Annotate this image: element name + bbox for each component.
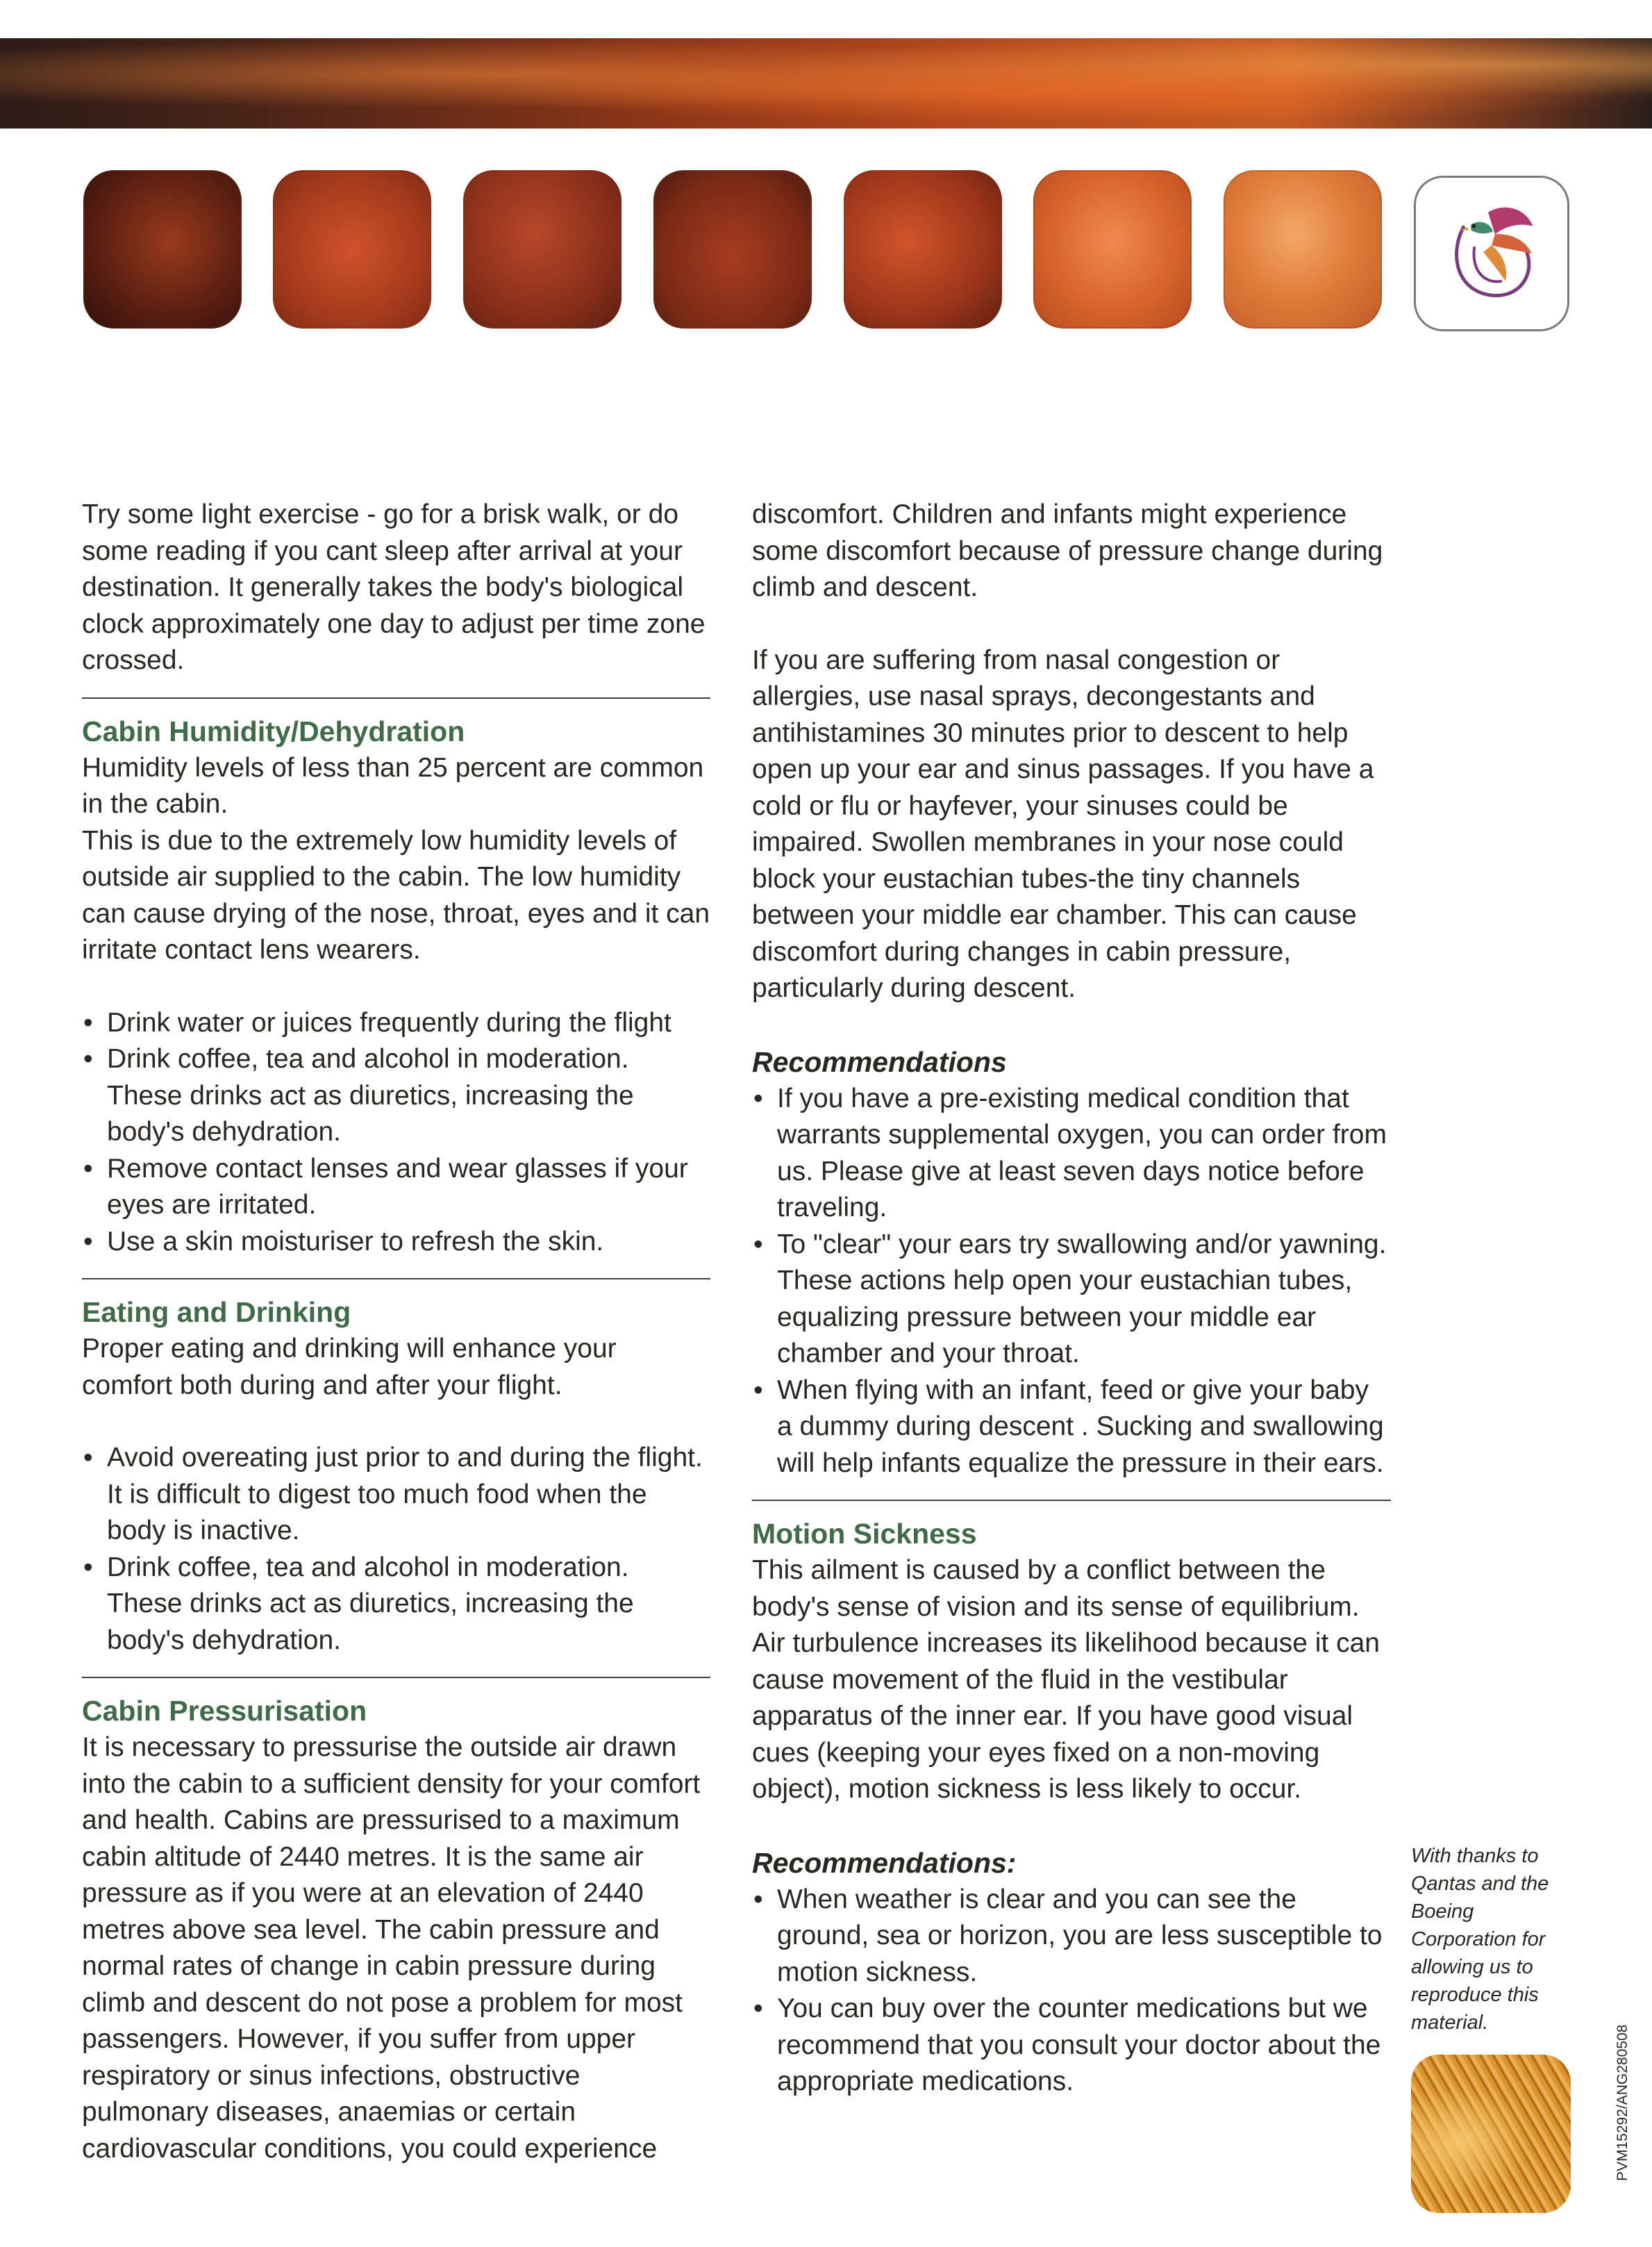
- list-item: • You can buy over the counter medications but we recommend that you consult your doctor about the appropriate medications.: [752, 1991, 1391, 2100]
- list-item: • If you have a pre-existing medical condition that warrants supplemental oxygen, you can order from us. Please give at least seven days notice before traveling.: [752, 1081, 1391, 1227]
- decorative-tile-image: [1033, 170, 1192, 329]
- list-item: • Drink water or juices frequently during the flight: [82, 1005, 710, 1042]
- humidity-paragraph-2: This is due to the extremely low humidity levels of outside air supplied to the cabin. The low humidity can cause drying of the nose, throat, eyes and it can irritate contact lens wearers.: [82, 825, 710, 965]
- humidity-bullet-list: [82, 1005, 710, 1261]
- section-divider: [82, 1677, 710, 1678]
- decorative-tile-image: [83, 170, 242, 329]
- list-item: • Drink coffee, tea and alcohol in moderation. These drinks act as diuretics, increasing the body's dehydration.: [82, 1550, 710, 1659]
- nasal-congestion-paragraph: If you are suffering from nasal congestion or allergies, use nasal sprays, decongestants and antihistamines 30 minutes prior to descent to help open up your ear and sinus passages. If you have a cold or flu or hayfever, your sinuses could be impaired. Swollen membranes in your nose could block your eustachian tubes-the tiny channels between your middle ear chamber. This can cause discomfort during changes in cabin pressure, particularly during descent.: [752, 645, 1374, 1003]
- list-item: • Drink coffee, tea and alcohol in moderation. These drinks act as diuretics, increasing the body's dehydration.: [82, 1041, 710, 1151]
- decorative-tile-image: [844, 170, 1002, 329]
- section-divider: [82, 697, 710, 699]
- section-divider: [82, 1278, 710, 1279]
- list-item: • Remove contact lenses and wear glasses if your eyes are irritated.: [82, 1151, 710, 1224]
- humidity-paragraph-1: Humidity levels of less than 25 percent are common in the cabin.: [82, 752, 704, 819]
- decorative-tile-image: [1224, 170, 1382, 329]
- recommendations-bullet-list: [752, 1081, 1391, 1482]
- section-heading-eating: Eating and Drinking: [82, 1296, 351, 1328]
- list-item: • Avoid overeating just prior to and during the flight. It is difficult to digest too much food when the body is inactive.: [82, 1440, 710, 1550]
- recommendations-heading: Recommendations: [752, 1045, 1007, 1078]
- airline-logo: [1414, 176, 1569, 331]
- eating-paragraph: Proper eating and drinking will enhance your comfort both during and after your flight.: [82, 1334, 617, 1400]
- motion-recommendations-bullet-list: [752, 1882, 1391, 2100]
- decorative-tile-image: [463, 170, 621, 329]
- section-divider: [752, 1500, 1391, 1501]
- bird-of-paradise-icon: [1423, 185, 1560, 322]
- right-column: [752, 497, 1391, 2100]
- pressure-continued-paragraph: discomfort. Children and infants might experience some discomfort because of pressure change during climb and descent.: [752, 499, 1383, 602]
- document-code: PVM15292/ANG280508: [1615, 2024, 1630, 2181]
- feather-image: [1411, 2055, 1571, 2213]
- list-item: • When flying with an infant, feed or give your baby a dummy during descent . Sucking and swallowing will help infants equalize the pressure in their ears.: [752, 1373, 1391, 1482]
- recommendations-heading: Recommendations:: [752, 1846, 1017, 1879]
- section-heading-humidity: Cabin Humidity/Dehydration: [82, 715, 465, 747]
- header-banner-image: [0, 38, 1652, 128]
- list-item: • Use a skin moisturiser to refresh the skin.: [82, 1224, 710, 1261]
- pressurisation-paragraph: It is necessary to pressurise the outside air drawn into the cabin to a sufficient density for your comfort and health. Cabins are pressurised to a maximum cabin altitude of 2440 metres. It is the same air pressure as if you were at an elevation of 2440 metres above sea level. The cabin pressure and normal rates of change in cabin pressure during climb and descent do not pose a problem for most passengers. However, if you suffer from upper respiratory or sinus infections, obstructive pulmonary diseases, anaemias or certain cardiovascular conditions, you could experience: [82, 1732, 701, 2164]
- acknowledgement-note: With thanks to Qantas and the Boeing Corporation for allowing us to reproduce this material.: [1411, 1845, 1549, 2034]
- list-item: • When weather is clear and you can see the ground, sea or horizon, you are less susceptible to motion sickness.: [752, 1882, 1391, 1991]
- list-item: • To "clear" your ears try swallowing and/or yawning. These actions help open your eustachian tubes, equalizing pressure between your middle ear chamber and your throat.: [752, 1227, 1391, 1373]
- eating-bullet-list: [82, 1440, 710, 1659]
- decorative-tile-image: [653, 170, 812, 329]
- decorative-tile-image: [273, 170, 431, 329]
- motion-sickness-paragraph: This ailment is caused by a conflict between the body's sense of vision and its sense of equilibrium. Air turbulence increases its likelihood because it can cause movement of the fluid in the vestibular apparatus of the inner ear. If you have good visual cues (keeping your eyes fixed on a non-moving object), motion sickness is less likely to occur.: [752, 1555, 1380, 1804]
- section-heading-motion-sickness: Motion Sickness: [752, 1518, 977, 1550]
- section-heading-pressurisation: Cabin Pressurisation: [82, 1695, 367, 1727]
- intro-paragraph: Try some light exercise - go for a brisk walk, or do some reading if you cant sleep after arrival at your destination. It generally takes the body's biological clock approximately one day to adjust per time zone crossed.: [82, 499, 706, 675]
- left-column: [82, 497, 710, 2167]
